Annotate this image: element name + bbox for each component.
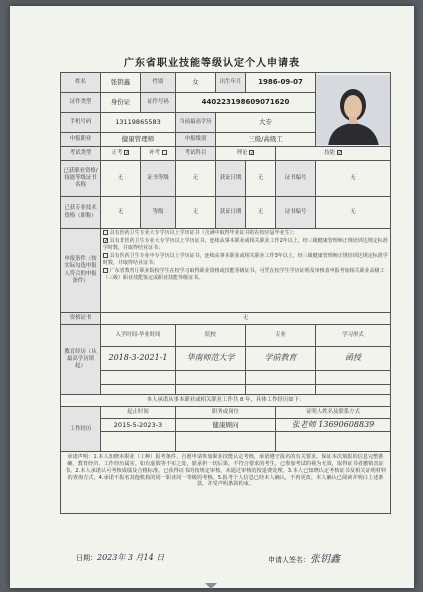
birth-label: 出生年月 (216, 73, 246, 93)
cert-tech-value: 无 (101, 197, 141, 229)
edu-row-school: 华南师范大学 (176, 347, 246, 371)
level-value: 三级/高级工 (216, 133, 316, 147)
exam-type-label: 考试类型 (61, 147, 101, 161)
tech-date-value: 无 (246, 197, 276, 229)
tech-level-label: 等级 (141, 197, 176, 229)
edu-header-major: 专业 (246, 325, 316, 347)
job-value: 健康管理师 (101, 133, 176, 147)
condition-item: 广东省教育厅职业院校学生在校学习取得职业资格或技能等级证书，可凭在校学生学历证明及审核表申报考加相关职业高级工（三级）职业技能鉴定或职业技能等级证书。 (103, 267, 385, 281)
edu-exp-label: 教育经历（从最高学历填起） (61, 325, 101, 395)
declaration-text: 承诺声明：1.本人知晓本职业（工种）报考条件，自愿申请参加职业技能认定考核，承诺遵守报名的有关要求，保证本次填报的信息完整准确，教育经历、工作经历属实。如有虚假等不实之处，愿承担一切后果，不符合要求的考生，已参加考试的视为无效，取得证书者撤销其证书。2.本人承诺认可考核成绩及合格标准。已获得证书的按规定审核，未通过审核的按退费处理。3.本人已知晓认定考核证书及相关证明材料的查询方式。4.承诺不报名其他机构的同一职业同一等级的考核。5.报考个人信息已经本人确认，不再更改。本人确认已阅读并明白上述条款，并受声明条款约束。 (61, 452, 391, 514)
edu-empty-cell (101, 385, 176, 395)
cert-no-label: 证书编号 (276, 161, 316, 197)
edu-row-school (176, 371, 246, 385)
cert-pro-value: 无 (101, 161, 141, 197)
work-exp-label: 工作经历 (61, 407, 101, 452)
exam-option-makeup: 补考 (141, 147, 176, 161)
work-header-witness: 证明人姓名及联系方式 (276, 407, 391, 419)
gender-value: 女 (176, 73, 216, 93)
get-date-value: 无 (246, 161, 276, 197)
date-value: 2023年 3 月14 日 (97, 553, 165, 562)
work-header-post: 职务或岗位 (176, 407, 276, 419)
exam-option-theory: 理论 ✓ (216, 147, 276, 161)
edu-row-mode (316, 371, 391, 385)
work-row-witness (276, 432, 391, 452)
phone-value: 13119865583 (101, 113, 176, 133)
photo-cell (316, 73, 391, 147)
work-summary: 本人承诺从事本职业或相关职业工作共 8 年，具体工作经历如下： (61, 395, 391, 407)
resume-label: 资格证书 (61, 313, 101, 325)
cert-level-value: 无 (176, 161, 216, 197)
condition-item: 具有医药卫生专业中专学历以上学历证书，连续从事本职业或相关职业工作3年以上，经三级健康管理师正规培训达规定标准学时数，并取得结业证书； (103, 252, 388, 266)
condition-item: ✓ 具有非医药卫生专业大专学历以上学历证书，连续从事本职业或相关职业工作2年以上，经三级健康管理师正规培训达规定标准学时数，并取得结业证书； (103, 237, 388, 251)
edu-value: 大专 (216, 113, 316, 133)
edu-row-period (101, 371, 176, 385)
condition-item: 具有医药卫生专业大专学历以上学历证书（含满中取得毕业证书的在校应届毕业生）； (103, 230, 388, 238)
edu-header-period: 入学时间-毕业时间 (101, 325, 176, 347)
work-row-period (101, 432, 176, 452)
tech-no-value: 无 (316, 197, 391, 229)
cert-pro-label: 已获职业资格/技能等级证书名称 (61, 161, 101, 197)
exam-option-main: 正考 ✓ (101, 147, 141, 161)
edu-header-school: 院校 (176, 325, 246, 347)
application-table (60, 72, 391, 514)
tech-no-label: 证书编号 (276, 197, 316, 229)
exam-subject-label: 考试科目 (176, 147, 216, 161)
edu-row-period: 2018-3-2021-1 (101, 347, 176, 371)
name-value: 张钥鑫 (101, 73, 141, 93)
sign-line (268, 550, 340, 565)
work-row-witness: 张老师 13690608839 (276, 419, 391, 432)
level-label: 申报级别 (176, 133, 216, 147)
edu-header-mode: 学习形式 (316, 325, 391, 347)
tech-level-value: 无 (176, 197, 216, 229)
resume-value: 无 (101, 313, 391, 325)
edu-empty-cell (176, 385, 246, 395)
tech-date-label: 获证日期 (216, 197, 246, 229)
work-row-post (176, 432, 276, 452)
edu-empty-cell (316, 385, 391, 395)
condition-label: 申报条件（按实际勾选申报人符合的申报条件） (61, 229, 101, 313)
work-row-post: 健康顾问 (176, 419, 276, 432)
edu-row-mode: 函授 (316, 347, 391, 371)
id-no-value: 440223198609071620 (176, 93, 316, 113)
id-no-label: 证件号码 (141, 93, 176, 113)
form-title: 广东省职业技能等级认定个人申请表 (124, 58, 300, 69)
cert-no-value: 无 (316, 161, 391, 197)
date-line (76, 552, 164, 563)
work-header-period: 起止时间 (101, 407, 176, 419)
job-label: 申报职业 (61, 133, 101, 147)
get-date-label: 获证日期 (216, 161, 246, 197)
signature: 张钥鑫 (310, 554, 340, 565)
edu-row-major: 学前教育 (246, 347, 316, 371)
application-form-paper (10, 6, 414, 588)
sign-label: 申请人签名： (268, 556, 310, 564)
scroll-down-icon[interactable] (205, 583, 217, 589)
id-type-value: 身份证 (101, 93, 141, 113)
birth-value: 1986-09-07 (246, 73, 316, 93)
exam-option-skill: 技能 ✓ (276, 147, 391, 161)
date-label: 日期： (76, 554, 97, 562)
cert-level-label: 证书等级 (141, 161, 176, 197)
cert-tech-label: 已获专业技术资格（职称） (61, 197, 101, 229)
applicant-photo (316, 75, 390, 145)
name-label: 姓名 (61, 73, 101, 93)
gender-label: 性别 (141, 73, 176, 93)
work-row-period: 2015-5-2023-3 (101, 419, 176, 432)
phone-label: 手机号码 (61, 113, 101, 133)
edu-row-major (246, 371, 316, 385)
edu-empty-cell (246, 385, 316, 395)
id-type-label: 证件类型 (61, 93, 101, 113)
condition-list (101, 229, 391, 313)
edu-label: 当前最高学历 (176, 113, 216, 133)
